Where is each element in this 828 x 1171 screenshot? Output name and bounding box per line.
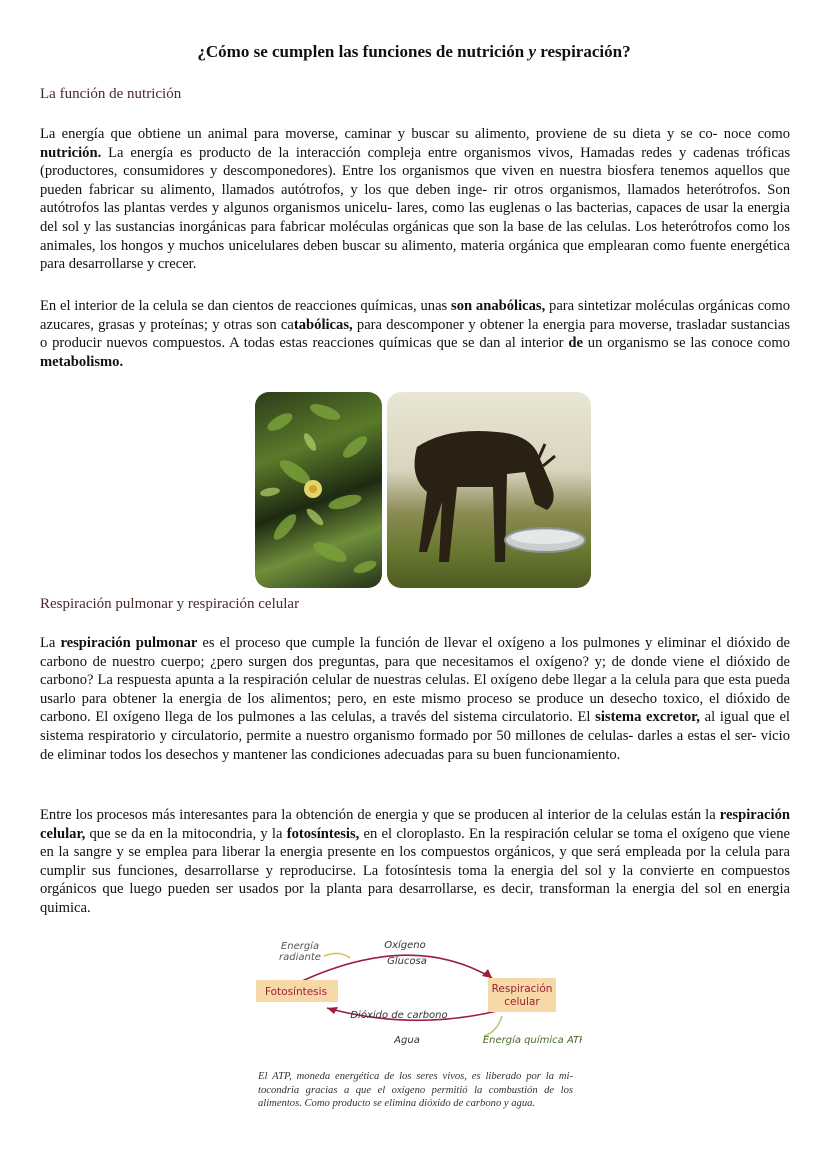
energia-label: Energía [280,941,320,952]
plant-photo [255,392,382,588]
oxigeno-label: Oxígeno [384,940,426,951]
radiante-label: radiante [279,952,321,963]
glucosa-label: Glucosa [387,956,427,967]
page-title: ¿Cómo se cumplen las funciones de nutrición y respiración? [197,42,631,61]
atp-arrow [484,1016,502,1036]
atp-label: Energía química ATP [482,1035,582,1046]
atp-cycle-diagram [252,936,582,1064]
agua-label: Agua [394,1035,420,1046]
paragraph-respiracion-pulmonar: La respiración pulmonar es el proceso que cumple la función de llevar el oxígeno a los pulmones y eliminar el dióxido de carbono de nuestro cuerpo; ¿pero surgen dos preguntas, para que necesitamos el oxígeno? y; de donde viene el dióxido de carbono? La respuesta apunta a la respiración celular de nuestras celulas. El oxígeno debe llegar a la celula para que esta pueda usarlo para obtener la energia de los alimentos; pero, en este mismo proceso se produce un desecho toxico, el dióxido de carbono. El oxígeno llega de los pulmones a las celulas, a través del sistema circulatorio. El sistema excretor, al igual que el sistema respiratorio y circulatorio, permite a nuestro organismo formado por 50 millones de celulas- darles a estas el ser- vicio de eliminar todos los desechos y mantener las condiciones adecuadas para su buen funcionamiento. [40,635,790,763]
section-heading-respiracion: Respiración pulmonar y respiración celular [40,596,300,612]
paragraph-respiracion-celular: Entre los procesos más interesantes para la obtención de energia y que se producen al interior de la celulas están la respiración celular, que se da en la mitocondria, y la fotosíntesis, en el cloroplasto. En la respiración celular se toma el oxígeno que viene en la sangre y se emplea para liberar la energia presente en los compuestos orgánicos, y que será empleada por la celula para cumplir sus funciones, desarrollarse y reproducirse. La fotosíntesis toma la energia del sol y la convierte en compuestos orgánicos que luego pueden ser usados por la planta para desarrollarse, es decir, transforman la energia del sol en energia quimica. [40,807,791,916]
diagram-caption: El ATP, moneda energética de los seres vivos, es liberado por la mi- tocondria gracias a que el oxígeno permitió la combustión de los alimentos. Como producto se elimina dióxido de carbono y agua. [258,1071,573,1110]
paragraph-metabolismo: En el interior de la celula se dan cientos de reacciones químicas, unas son anabólicas, para sintetizar moléculas orgánicas como azucares, grasas y proteínas; y otras son catabólicas, para descomponer y obtener la energia para moverse, trasladar sustancias o producir nuevos compuestos. A todas estas reacciones químicas que se dan al interior de un organismo se las conoce como metabolismo. [40,298,791,370]
dioxido-label: Dióxido de carbono [350,1010,448,1021]
paragraph-nutricion: La energía que obtiene un animal para moverse, caminar y buscar su alimento, proviene de su dieta y se co- noce como nutrición. La energía es producto de la interacción compleja entre organismos vivos, Hamadas redes y cadenas tróficas (productores, consumidores y descomponedores). Entre los organismos que viven en nuestra biosfera tenemos aquellos que pueden fabricar su alimento, llamados autótrofos, y los que deben inge- rir otros organismos, llamados heterótrofos. Son autótrofos las plantas verdes y algunos organismos unicelu- lares, como las euglenas o las bacterias, capaces de usar la energia del sol y las sustancias inorgánicas para fabricar moléculas orgánicas que son la base de las celulas. Los heterótrofos como los animales, los hongos y muchos unicelulares deben buscar su alimento, materia orgánica que emplearan como fuente energética para desarrollarse y crecer. [40,126,790,273]
respiracion-label: Respiración [491,983,553,995]
radiant-energy-arrow [324,953,350,958]
fotosintesis-label: Fotosíntesis [264,986,328,998]
deer-drinking-photo [387,392,591,588]
celular-label: celular [504,996,540,1008]
section-heading-nutricion: La función de nutrición [40,86,182,102]
